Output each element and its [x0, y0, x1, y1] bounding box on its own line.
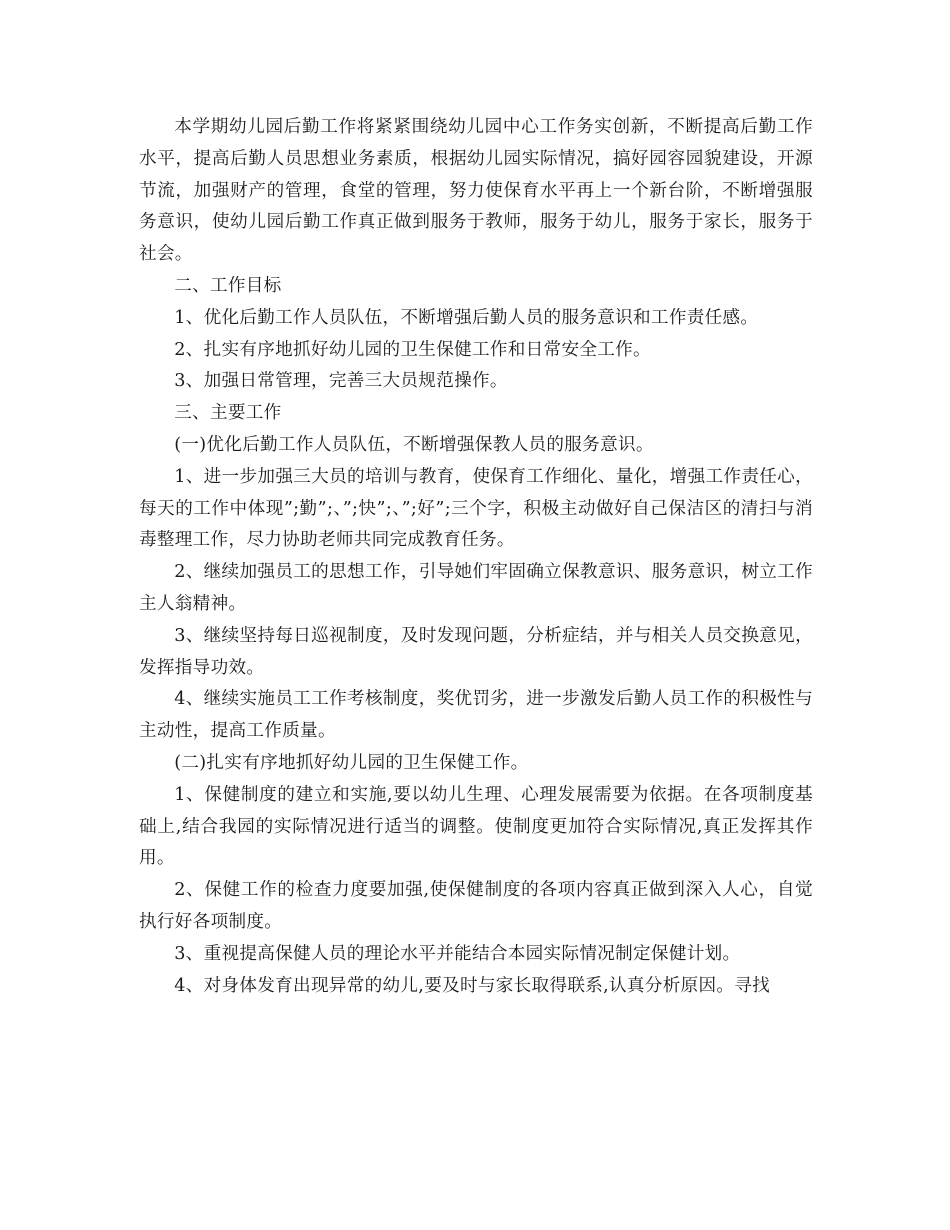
intro-paragraph: 本学期幼儿园后勤工作将紧紧围绕幼儿园中心工作务实创新，不断提高后勤工作水平，提高后勤人员思想业务素质，根据幼儿园实际情况，搞好园容园貌建设，开源节流，加强财产的管理，食堂的管理，努力使保育水平再上一个新台阶，不断增强服务意识，使幼儿园后勤工作真正做到服务于教师，服务于幼儿，服务于家长，服务于社会。 [139, 117, 813, 265]
work-item-1-4: 4、继续实施员工工作考核制度，奖优罚劣，进一步激发后勤人员工作的积极性与主动性，提高工作质量。 [139, 689, 813, 742]
work-item-1-3: 3、继续坚持每日巡视制度，及时发现问题，分析症结，并与相关人员交换意见，发挥指导功效。 [139, 625, 813, 678]
work-item-2-3: 3、重视提高保健人员的理论水平并能结合本园实际情况制定保健计划。 [174, 943, 741, 964]
work-item-2-2: 2、保健工作的检查力度要加强,使保健制度的各项内容真正做到深入人心，自觉执行好各项制度。 [139, 880, 813, 932]
work-item-2-4: 4、对身体发育出现异常的幼儿,要及时与家长取得联系,认真分析原因。寻找 [174, 975, 771, 996]
subsection-heading-2: (二)扎实有序地抓好幼儿园的卫生保健工作。 [174, 752, 529, 773]
goal-item-3: 3、加强日常管理，完善三大员规范操作。 [174, 371, 508, 392]
work-item-2-1: 1、保健制度的建立和实施,要以幼儿生理、心理发展需要为依据。在各项制度基础上,结合我园的实际情况进行适当的调整。使制度更加符合实际情况,真正发挥其作用。 [139, 784, 813, 869]
goal-item-1: 1、优化后勤工作人员队伍，不断增强后勤人员的服务意识和工作责任感。 [174, 307, 759, 328]
work-item-1-2: 2、继续加强员工的思想工作，引导她们牢固确立保教意识、服务意识，树立工作主人翁精神。 [139, 562, 813, 614]
subsection-heading-1: (一)优化后勤工作人员队伍，不断增强保教人员的服务意识。 [174, 434, 654, 455]
section-heading-goals: 二、工作目标 [174, 275, 282, 296]
section-heading-main-work: 三、主要工作 [174, 403, 282, 424]
document-body [139, 112, 813, 1002]
work-item-1-1: 1、进一步加强三大员的培训与教育，使保育工作细化、量化，增强工作责任心，每天的工作中体现”;勤”;、”;快”;、”;好”;三个字，积极主动做好自己保洁区的清扫与消毒整理工作，尽力协助老师共同完成教育任务。 [139, 466, 813, 551]
goal-item-2: 2、扎实有序地抓好幼儿园的卫生保健工作和日常安全工作。 [174, 339, 651, 360]
